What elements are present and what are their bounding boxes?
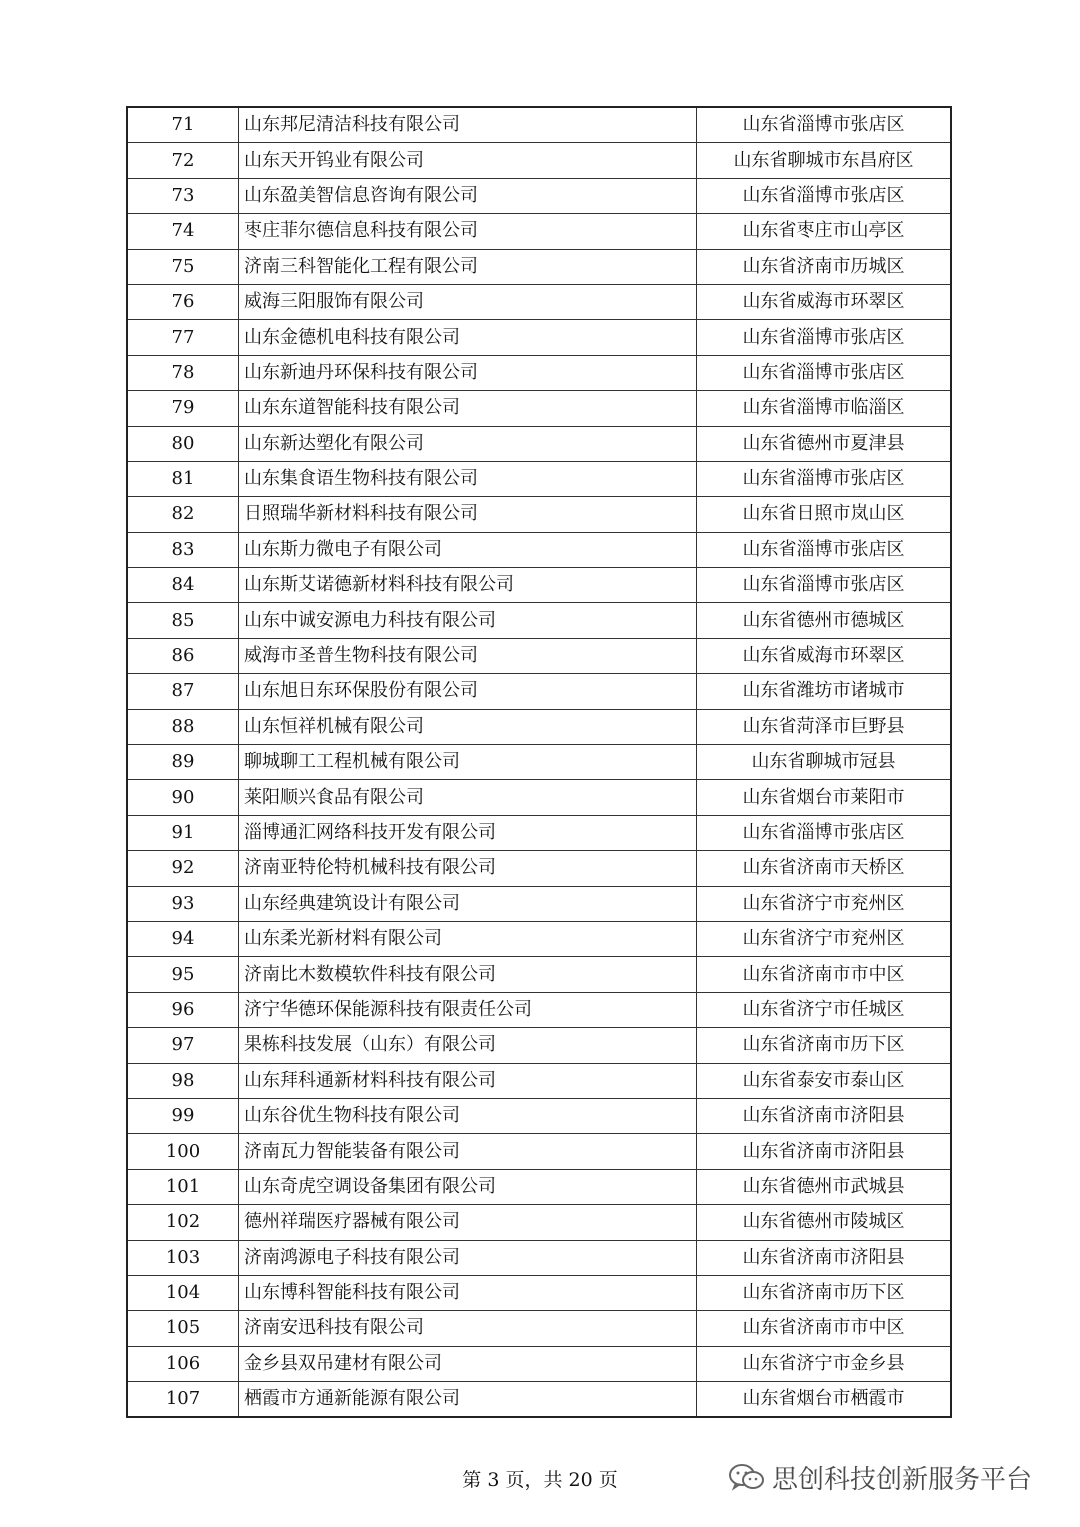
company-name: 济南比木数模软件科技有限公司 xyxy=(239,957,697,992)
table-row xyxy=(127,461,951,496)
row-number: 87 xyxy=(127,674,239,709)
table-row xyxy=(127,320,951,355)
table-row xyxy=(127,1205,951,1240)
table-row xyxy=(127,426,951,461)
page-number-label: 第 3 页，共 20 页 xyxy=(462,1469,618,1491)
company-name: 山东拜科通新材料科技有限公司 xyxy=(239,1063,697,1098)
company-location: 山东省济南市历城区 xyxy=(697,249,952,284)
table-row xyxy=(127,532,951,567)
row-number: 73 xyxy=(127,178,239,213)
table-row xyxy=(127,143,951,178)
row-number: 99 xyxy=(127,1098,239,1133)
row-number: 84 xyxy=(127,568,239,603)
table-row xyxy=(127,1169,951,1204)
row-number: 88 xyxy=(127,709,239,744)
row-number: 86 xyxy=(127,638,239,673)
company-name: 枣庄菲尔德信息科技有限公司 xyxy=(239,214,697,249)
company-location: 山东省淄博市临淄区 xyxy=(697,391,952,426)
company-name: 山东柔光新材料有限公司 xyxy=(239,921,697,956)
row-number: 101 xyxy=(127,1169,239,1204)
table-row xyxy=(127,1346,951,1381)
company-location: 山东省济南市济阳县 xyxy=(697,1134,952,1169)
table-row xyxy=(127,1311,951,1346)
row-number: 92 xyxy=(127,851,239,886)
row-number: 71 xyxy=(127,107,239,143)
company-location: 山东省潍坊市诸城市 xyxy=(697,674,952,709)
row-number: 98 xyxy=(127,1063,239,1098)
row-number: 103 xyxy=(127,1240,239,1275)
company-name: 莱阳顺兴食品有限公司 xyxy=(239,780,697,815)
company-name: 山东博科智能科技有限公司 xyxy=(239,1275,697,1310)
company-name: 果栋科技发展（山东）有限公司 xyxy=(239,1028,697,1063)
company-location: 山东省日照市岚山区 xyxy=(697,497,952,532)
table-row xyxy=(127,1275,951,1310)
table-row xyxy=(127,391,951,426)
company-location: 山东省烟台市栖霞市 xyxy=(697,1382,952,1418)
company-name: 威海市圣普生物科技有限公司 xyxy=(239,638,697,673)
company-location: 山东省聊城市冠县 xyxy=(697,745,952,780)
table-row xyxy=(127,214,951,249)
row-number: 93 xyxy=(127,886,239,921)
table-row xyxy=(127,1063,951,1098)
row-number: 74 xyxy=(127,214,239,249)
table-row xyxy=(127,568,951,603)
table-row xyxy=(127,1240,951,1275)
table-row xyxy=(127,780,951,815)
table-row xyxy=(127,921,951,956)
company-name: 济南瓦力智能装备有限公司 xyxy=(239,1134,697,1169)
row-number: 80 xyxy=(127,426,239,461)
company-location: 山东省淄博市张店区 xyxy=(697,532,952,567)
company-name: 日照瑞华新材料科技有限公司 xyxy=(239,497,697,532)
table-row xyxy=(127,355,951,390)
row-number: 104 xyxy=(127,1275,239,1310)
company-location: 山东省淄博市张店区 xyxy=(697,355,952,390)
row-number: 106 xyxy=(127,1346,239,1381)
company-location: 山东省威海市环翠区 xyxy=(697,638,952,673)
company-name: 山东东道智能科技有限公司 xyxy=(239,391,697,426)
row-number: 85 xyxy=(127,603,239,638)
company-location: 山东省济南市天桥区 xyxy=(697,851,952,886)
row-number: 96 xyxy=(127,992,239,1027)
company-name: 济南鸿源电子科技有限公司 xyxy=(239,1240,697,1275)
table-row xyxy=(127,674,951,709)
table-row xyxy=(127,284,951,319)
row-number: 107 xyxy=(127,1382,239,1418)
company-location: 山东省菏泽市巨野县 xyxy=(697,709,952,744)
row-number: 75 xyxy=(127,249,239,284)
company-name: 聊城聊工工程机械有限公司 xyxy=(239,745,697,780)
row-number: 72 xyxy=(127,143,239,178)
table-row xyxy=(127,1382,951,1418)
table-row xyxy=(127,638,951,673)
table-row xyxy=(127,815,951,850)
company-location: 山东省德州市德城区 xyxy=(697,603,952,638)
table-row xyxy=(127,709,951,744)
row-number: 105 xyxy=(127,1311,239,1346)
company-name: 山东盈美智信息咨询有限公司 xyxy=(239,178,697,213)
company-location: 山东省济南市济阳县 xyxy=(697,1240,952,1275)
company-location: 山东省淄博市张店区 xyxy=(697,568,952,603)
company-location: 山东省泰安市泰山区 xyxy=(697,1063,952,1098)
table-row xyxy=(127,957,951,992)
company-name: 山东新迪丹环保科技有限公司 xyxy=(239,355,697,390)
company-location: 山东省德州市陵城区 xyxy=(697,1205,952,1240)
company-location: 山东省淄博市张店区 xyxy=(697,461,952,496)
company-location: 山东省济宁市金乡县 xyxy=(697,1346,952,1381)
company-name: 山东斯艾诺德新材料科技有限公司 xyxy=(239,568,697,603)
row-number: 79 xyxy=(127,391,239,426)
company-name: 山东邦尼清洁科技有限公司 xyxy=(239,107,697,143)
company-location: 山东省聊城市东昌府区 xyxy=(697,143,952,178)
table-row xyxy=(127,497,951,532)
row-number: 91 xyxy=(127,815,239,850)
table-row xyxy=(127,886,951,921)
company-location: 山东省淄博市张店区 xyxy=(697,815,952,850)
company-name: 威海三阳服饰有限公司 xyxy=(239,284,697,319)
row-number: 95 xyxy=(127,957,239,992)
company-name: 山东旭日东环保股份有限公司 xyxy=(239,674,697,709)
company-location: 山东省德州市夏津县 xyxy=(697,426,952,461)
company-name: 山东经典建筑设计有限公司 xyxy=(239,886,697,921)
company-name: 山东奇虎空调设备集团有限公司 xyxy=(239,1169,697,1204)
company-name: 德州祥瑞医疗器械有限公司 xyxy=(239,1205,697,1240)
company-name: 山东集食语生物科技有限公司 xyxy=(239,461,697,496)
table-row xyxy=(127,178,951,213)
row-number: 82 xyxy=(127,497,239,532)
row-number: 78 xyxy=(127,355,239,390)
table-row xyxy=(127,1134,951,1169)
row-number: 76 xyxy=(127,284,239,319)
row-number: 77 xyxy=(127,320,239,355)
table-row xyxy=(127,1098,951,1133)
wechat-icon xyxy=(728,1462,766,1492)
company-location: 山东省济宁市任城区 xyxy=(697,992,952,1027)
company-location: 山东省德州市武城县 xyxy=(697,1169,952,1204)
table-row xyxy=(127,992,951,1027)
company-location: 山东省枣庄市山亭区 xyxy=(697,214,952,249)
row-number: 89 xyxy=(127,745,239,780)
company-name: 金乡县双吊建材有限公司 xyxy=(239,1346,697,1381)
company-name: 济南亚特伦特机械科技有限公司 xyxy=(239,851,697,886)
table-row xyxy=(127,603,951,638)
company-location: 山东省淄博市张店区 xyxy=(697,178,952,213)
table-body xyxy=(127,107,951,1417)
company-name: 山东金德机电科技有限公司 xyxy=(239,320,697,355)
company-name: 济宁华德环保能源科技有限责任公司 xyxy=(239,992,697,1027)
company-location: 山东省济南市历下区 xyxy=(697,1275,952,1310)
table-row xyxy=(127,745,951,780)
company-name: 栖霞市方通新能源有限公司 xyxy=(239,1382,697,1418)
company-location: 山东省烟台市莱阳市 xyxy=(697,780,952,815)
table-row xyxy=(127,249,951,284)
watermark xyxy=(728,1460,1032,1494)
company-name: 济南三科智能化工程有限公司 xyxy=(239,249,697,284)
company-location: 山东省济宁市兖州区 xyxy=(697,886,952,921)
table-row xyxy=(127,1028,951,1063)
company-location: 山东省济南市济阳县 xyxy=(697,1098,952,1133)
company-name: 山东中诚安源电力科技有限公司 xyxy=(239,603,697,638)
company-name: 山东新达塑化有限公司 xyxy=(239,426,697,461)
row-number: 102 xyxy=(127,1205,239,1240)
company-location: 山东省济南市市中区 xyxy=(697,957,952,992)
row-number: 97 xyxy=(127,1028,239,1063)
company-name: 山东天开钨业有限公司 xyxy=(239,143,697,178)
company-name: 山东恒祥机械有限公司 xyxy=(239,709,697,744)
row-number: 90 xyxy=(127,780,239,815)
company-table xyxy=(126,106,952,1418)
company-name: 淄博通汇网络科技开发有限公司 xyxy=(239,815,697,850)
company-location: 山东省淄博市张店区 xyxy=(697,320,952,355)
row-number: 81 xyxy=(127,461,239,496)
row-number: 94 xyxy=(127,921,239,956)
company-name: 山东斯力微电子有限公司 xyxy=(239,532,697,567)
row-number: 100 xyxy=(127,1134,239,1169)
table-row xyxy=(127,851,951,886)
company-location: 山东省济南市市中区 xyxy=(697,1311,952,1346)
company-name: 山东谷优生物科技有限公司 xyxy=(239,1098,697,1133)
row-number: 83 xyxy=(127,532,239,567)
company-name: 济南安迅科技有限公司 xyxy=(239,1311,697,1346)
company-location: 山东省威海市环翠区 xyxy=(697,284,952,319)
company-location: 山东省淄博市张店区 xyxy=(697,107,952,143)
watermark-text: 思创科技创新服务平台 xyxy=(772,1464,1033,1495)
company-location: 山东省济宁市兖州区 xyxy=(697,921,952,956)
table-row xyxy=(127,107,951,143)
company-location: 山东省济南市历下区 xyxy=(697,1028,952,1063)
